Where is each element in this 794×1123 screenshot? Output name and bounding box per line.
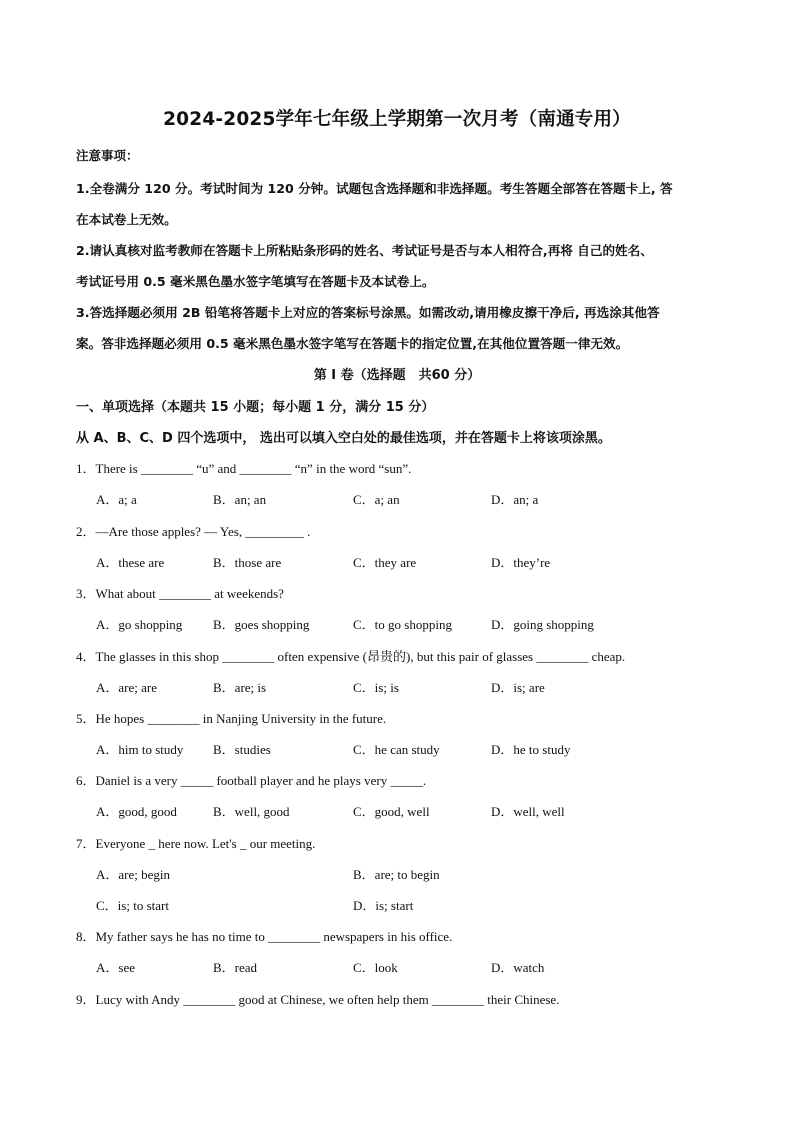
option-b: B．studies xyxy=(213,742,271,757)
option-c: C．he can study xyxy=(353,742,440,757)
question-stem: 4．The glasses in this shop ________ often expensive (昂贵的), but this pair of glasses ________ cheap. xyxy=(76,649,626,664)
question-stem: 6．Daniel is a very _____ football player and he plays very _____. xyxy=(76,773,427,788)
notice-heading: 注意事项： xyxy=(76,148,139,163)
option-d: D．is; are xyxy=(491,680,545,695)
option-d: D．is; start xyxy=(353,898,414,913)
option-a: A．good, good xyxy=(96,804,177,819)
option-b: B．are; to begin xyxy=(353,867,440,882)
part-heading: 一、单项选择（本题共 15 小题；每小题 1 分，满分 15 分） xyxy=(76,400,435,415)
option-d: D．an; a xyxy=(491,492,539,507)
question-stem: 3．What about ________ at weekends? xyxy=(76,586,284,601)
question-stem: 2．—Are those apples? — Yes, _________ . xyxy=(76,524,311,539)
notice-line: 案。答非选择题必须用 0.5 毫米黑色墨水签字笔写在答题卡的指定位置,在其他位置答题一律无效。 xyxy=(76,336,629,351)
option-b: B．read xyxy=(213,960,258,975)
option-d: D．going shopping xyxy=(491,617,594,632)
notice-line: 3.答选择题必须用 2B 铅笔将答题卡上对应的答案标号涂黑。如需改动,请用橡皮擦干净后, 再选涂其他答 xyxy=(76,305,660,320)
question-stem: 8．My father says he has no time to ________ newspapers in his office. xyxy=(76,929,453,944)
option-b: B．those are xyxy=(213,555,282,570)
question-stem: 9．Lucy with Andy ________ good at Chinese, we often help them ________ their Chinese. xyxy=(76,992,560,1007)
part-instruction: 从 A、B、C、D 四个选项中， 选出可以填入空白处的最佳选项，并在答题卡上将该项涂黑。 xyxy=(76,431,611,446)
option-a: A．are; are xyxy=(96,680,157,695)
option-c: C．good, well xyxy=(353,804,430,819)
option-a: A．him to study xyxy=(96,742,184,757)
notice-line: 在本试卷上无效。 xyxy=(76,212,177,227)
option-a: A．these are xyxy=(96,555,165,570)
option-d: D．he to study xyxy=(491,742,571,757)
option-c: C．they are xyxy=(353,555,417,570)
question-stem: 5．He hopes ________ in Nanjing University in the future. xyxy=(76,711,387,726)
option-a: A．a; a xyxy=(96,492,137,507)
exam-title: 2024-2025学年七年级上学期第一次月考（南通专用） xyxy=(163,109,631,130)
notice-line: 考试证号用 0.5 毫米黑色墨水签字笔填写在答题卡及本试卷上。 xyxy=(76,274,435,289)
option-d: D．they’re xyxy=(491,555,551,570)
question-stem: 1．There is ________ “u” and ________ “n” in the word “sun”. xyxy=(76,461,412,476)
notice-line: 2.请认真核对监考教师在答题卡上所粘贴条形码的姓名、考试证号是否与本人相符合,再将 自己的姓名、 xyxy=(76,243,653,258)
option-a: A．see xyxy=(96,960,135,975)
option-a: A．are; begin xyxy=(96,867,171,882)
option-c: C．to go shopping xyxy=(353,617,452,632)
option-d: D．watch xyxy=(491,960,545,975)
option-c: C．a; an xyxy=(353,492,400,507)
option-b: B．are; is xyxy=(213,680,267,695)
option-b: B．an; an xyxy=(213,492,267,507)
notice-line: 1.全卷满分 120 分。考试时间为 120 分钟。试题包含选择题和非选择题。考生答题全部答在答题卡上, 答 xyxy=(76,181,673,196)
section-title: 第 I 卷（选择题 共60 分） xyxy=(313,368,481,383)
option-c: C．look xyxy=(353,960,398,975)
option-a: A．go shopping xyxy=(96,617,183,632)
option-c: C．is; is xyxy=(353,680,399,695)
question-stem: 7．Everyone _ here now. Let's _ our meeting. xyxy=(76,836,316,851)
option-b: B．well, good xyxy=(213,804,290,819)
option-c: C．is; to start xyxy=(96,898,169,913)
option-b: B．goes shopping xyxy=(213,617,310,632)
option-d: D．well, well xyxy=(491,804,565,819)
